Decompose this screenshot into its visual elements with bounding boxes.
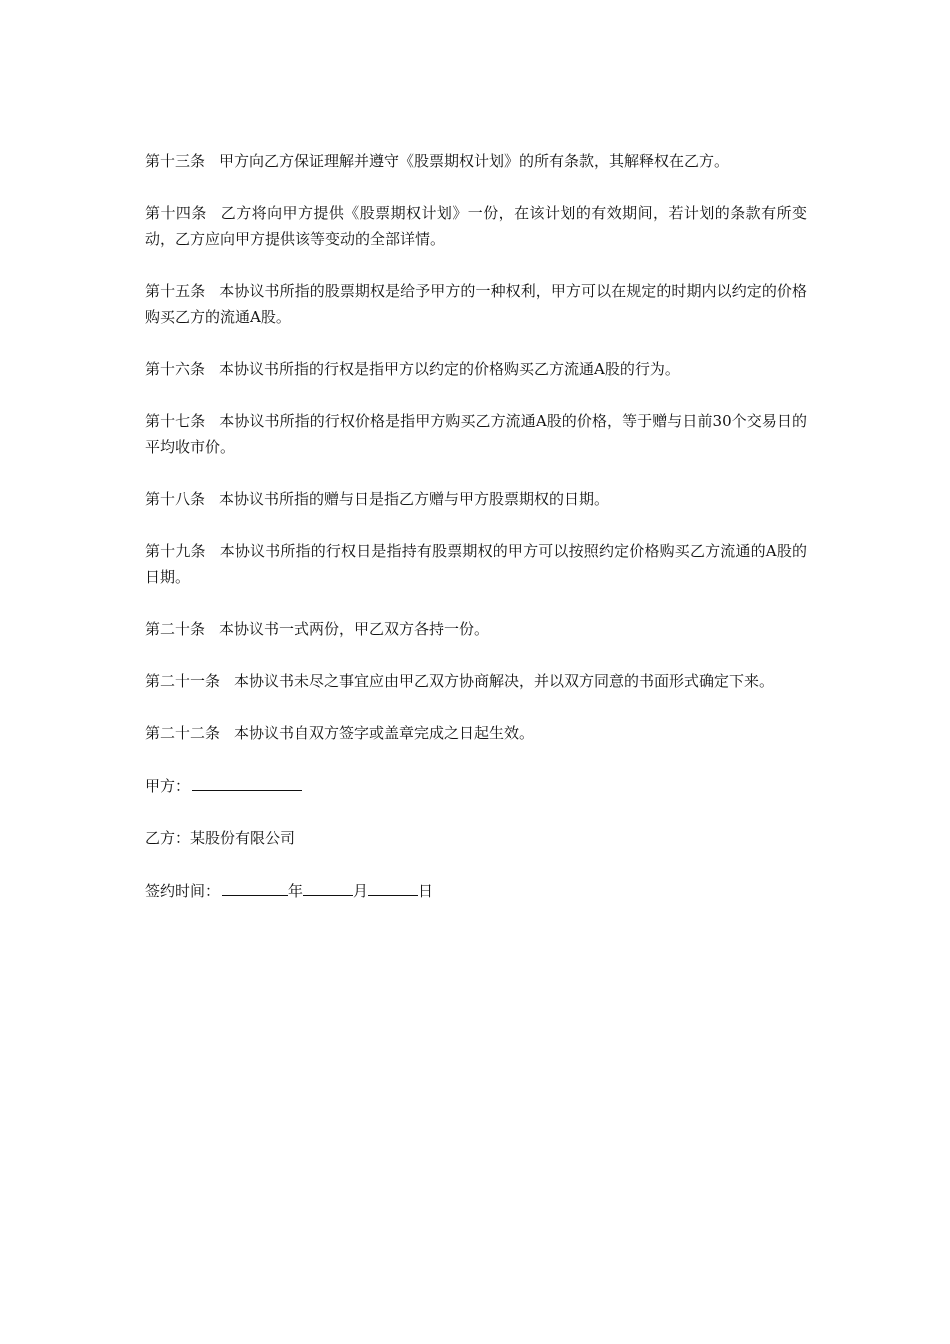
- article-text: 本协议书未尽之事宜应由甲乙双方协商解决，并以双方同意的书面形式确定下来。: [234, 672, 775, 690]
- article-number: 第十九条: [145, 542, 206, 560]
- article-22: [145, 720, 807, 746]
- party-a-line: [145, 772, 807, 799]
- article-text: 本协议书所指的赠与日是指乙方赠与甲方股票期权的日期。: [219, 490, 610, 508]
- article-16: [145, 356, 807, 382]
- month-blank: [303, 877, 353, 896]
- party-b-label: 乙方：: [145, 829, 191, 847]
- party-b-name: 某股份有限公司: [190, 829, 296, 847]
- party-a-label: 甲方：: [145, 777, 191, 795]
- article-19: [145, 538, 807, 590]
- document-body: [145, 148, 807, 930]
- day-blank: [368, 877, 418, 896]
- article-number: 第二十二条: [145, 724, 221, 742]
- article-number: 第二十条: [145, 620, 206, 638]
- article-number: 第十六条: [145, 360, 206, 378]
- article-18: [145, 486, 807, 512]
- article-15: [145, 278, 807, 330]
- article-number: 第十三条: [145, 152, 206, 170]
- article-text: 本协议书所指的行权日是指持有股票期权的甲方可以按照约定价格购买乙方流通的A股的日期。: [145, 542, 807, 586]
- article-20: [145, 616, 807, 642]
- article-number: 第十七条: [145, 412, 206, 430]
- article-text: 本协议书所指的股票期权是给予甲方的一种权利，甲方可以在规定的时期内以约定的价格购买乙方的流通A股。: [145, 282, 807, 326]
- article-14: [145, 200, 807, 252]
- article-number: 第十八条: [145, 490, 206, 508]
- article-number: 第十四条: [145, 204, 207, 222]
- date-label: 签约时间：: [145, 882, 221, 900]
- day-label: 日: [418, 882, 434, 900]
- article-number: 第二十一条: [145, 672, 221, 690]
- party-a-blank: [192, 772, 302, 791]
- article-text: 本协议书一式两份，甲乙双方各持一份。: [219, 620, 490, 638]
- article-number: 第十五条: [145, 282, 206, 300]
- article-text: 本协议书所指的行权是指甲方以约定的价格购买乙方流通A股的行为。: [219, 360, 680, 378]
- article-21: [145, 668, 807, 694]
- article-text: 本协议书所指的行权价格是指甲方购买乙方流通A股的价格，等于赠与日前30个交易日的平均收市价。: [145, 412, 807, 456]
- article-text: 本协议书自双方签字或盖章完成之日起生效。: [234, 724, 535, 742]
- article-text: 甲方向乙方保证理解并遵守《股票期权计划》的所有条款，其解释权在乙方。: [219, 152, 730, 170]
- article-13: [145, 148, 807, 174]
- year-label: 年: [288, 882, 304, 900]
- year-blank: [222, 877, 288, 896]
- article-text: 乙方将向甲方提供《股票期权计划》一份，在该计划的有效期间，若计划的条款有所变动，乙方应向甲方提供该等变动的全部详情。: [145, 204, 807, 248]
- party-b-line: [145, 825, 807, 851]
- article-17: [145, 408, 807, 460]
- signing-date-line: [145, 877, 807, 904]
- month-label: 月: [353, 882, 369, 900]
